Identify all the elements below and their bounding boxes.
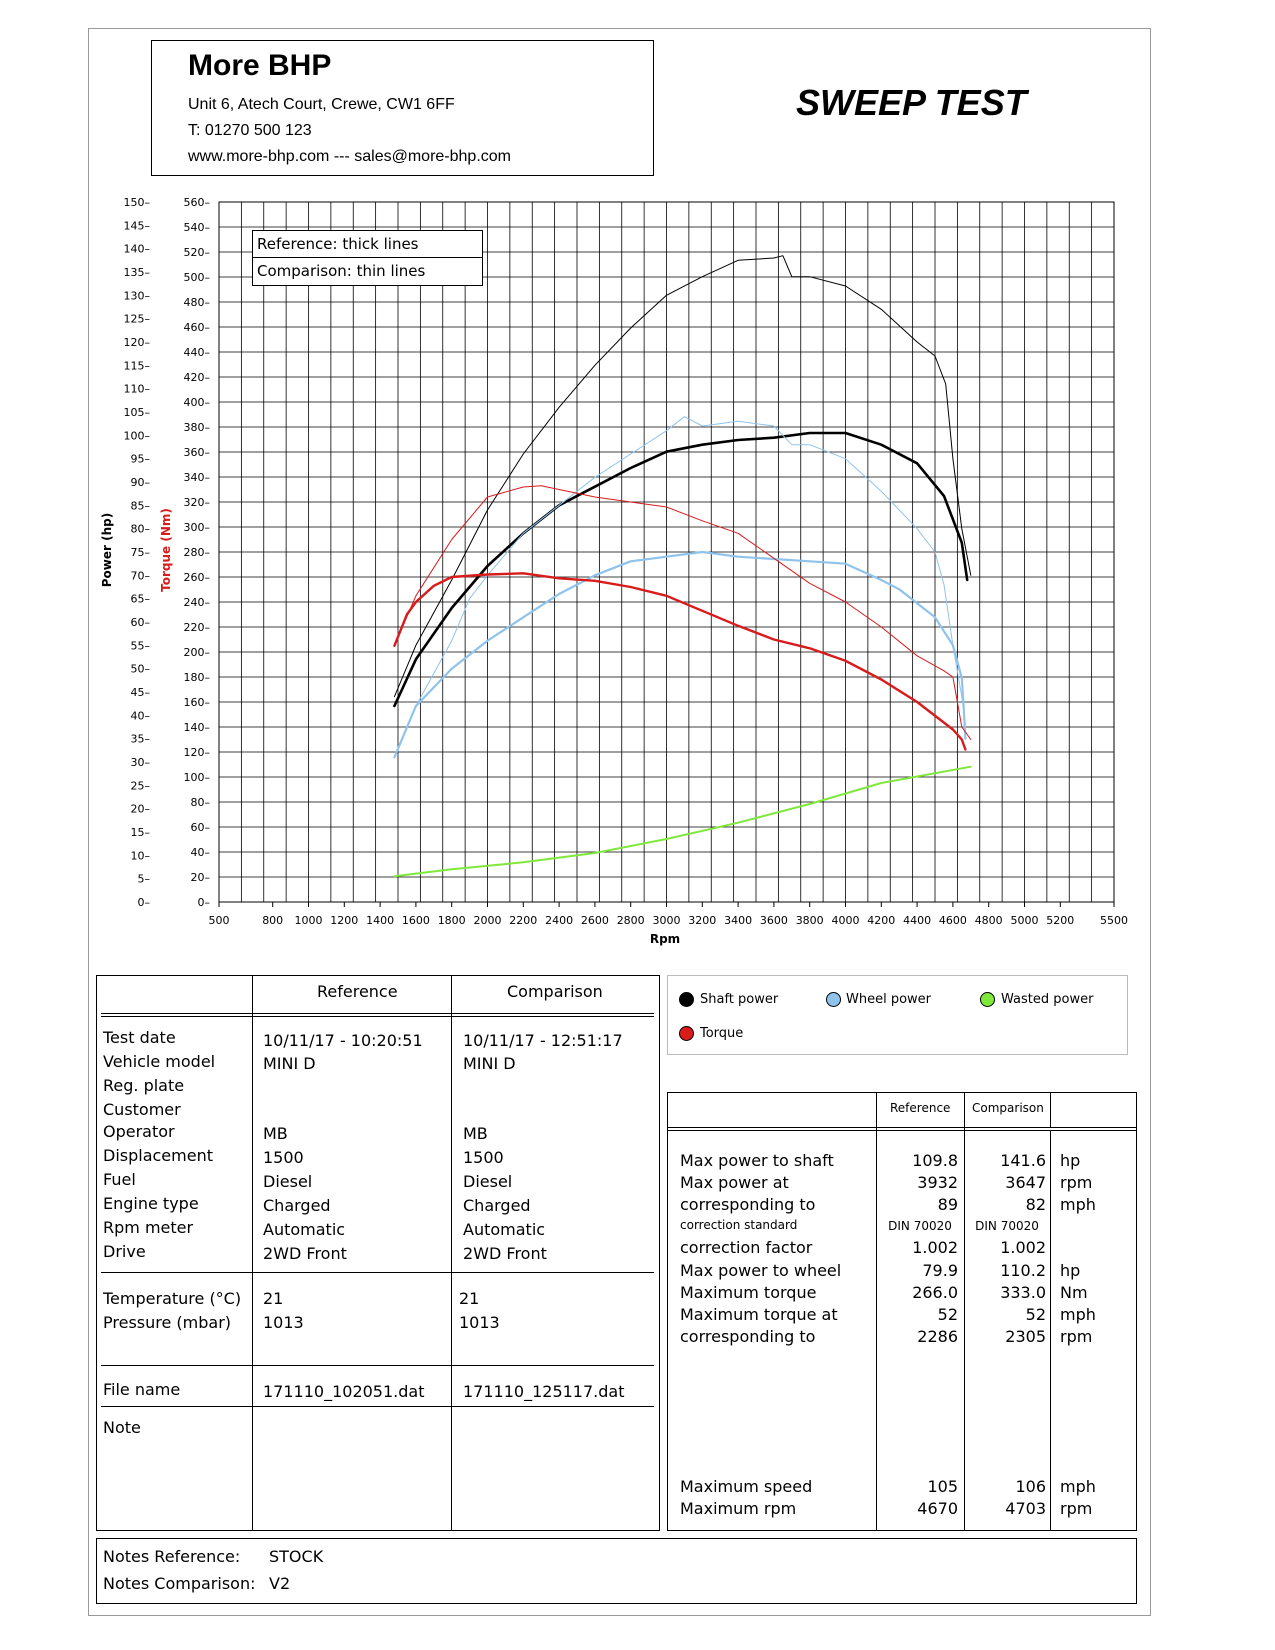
torque-tick-label: 40– xyxy=(190,846,210,859)
company-name: More BHP xyxy=(188,49,332,82)
power-tick-label: 15– xyxy=(130,826,150,839)
torque-tick-label: 260– xyxy=(183,571,210,584)
legend-torque: Torque xyxy=(700,1026,744,1041)
company-address: Unit 6, Atech Court, Crewe, CW1 6FF xyxy=(188,96,455,113)
result-label: Maximum torque at xyxy=(680,1305,838,1324)
result-cmp-value: 1.002 xyxy=(1000,1238,1046,1257)
power-tick-label: 90– xyxy=(130,476,150,489)
torque-dot-icon xyxy=(679,1026,694,1041)
ref-model: MINI D xyxy=(263,1054,316,1073)
series-legend xyxy=(667,975,1128,1055)
info-label: Reg. plate xyxy=(103,1076,185,1095)
result-cmp-value: 110.2 xyxy=(1000,1261,1046,1280)
ref-engine: Charged xyxy=(263,1196,331,1215)
torque-tick-label: 160– xyxy=(183,696,210,709)
power-tick-label: 0– xyxy=(137,896,150,909)
result-unit: hp xyxy=(1060,1151,1081,1170)
result-ref-value: 79.9 xyxy=(922,1261,958,1280)
shaft-power-dot-icon xyxy=(679,992,694,1007)
result-cmp-value: 52 xyxy=(1025,1305,1046,1324)
power-tick-label: 130– xyxy=(123,289,150,303)
cmp-file: 171110_125117.dat xyxy=(463,1382,625,1401)
torque-tick-label: 300– xyxy=(183,521,210,534)
result-unit: mph xyxy=(1060,1305,1096,1324)
note-label: Note xyxy=(103,1418,141,1437)
power-tick-label: 65– xyxy=(130,592,150,606)
result-unit: hp xyxy=(1060,1261,1081,1280)
cmp-test-date: 10/11/17 - 12:51:17 xyxy=(463,1031,623,1050)
ref-pressure: 1013 xyxy=(263,1313,304,1332)
wasted-power-dot-icon xyxy=(980,992,995,1007)
legend-shaft-power: Shaft power xyxy=(700,992,779,1007)
legend-wasted-power: Wasted power xyxy=(1001,992,1094,1007)
result-label: Maximum speed xyxy=(680,1477,813,1496)
result-cmp-value: 106 xyxy=(1015,1477,1046,1496)
result-label: correction factor xyxy=(680,1238,813,1257)
result-label: Max power at xyxy=(680,1173,789,1192)
x-tick-label: 4600 xyxy=(938,914,967,927)
x-tick-label: 2400 xyxy=(545,914,574,927)
power-tick-label: 80– xyxy=(130,522,150,536)
result-cmp-value: DIN 70020 xyxy=(975,1219,1039,1233)
info-label: Rpm meter xyxy=(103,1218,194,1237)
pressure-label: Pressure (mbar) xyxy=(103,1313,232,1332)
torque-tick-label: 220– xyxy=(183,621,210,634)
result-unit: mph xyxy=(1060,1477,1096,1496)
report-title: SWEEP TEST xyxy=(796,82,1027,123)
file-label: File name xyxy=(103,1380,181,1399)
result-unit: mph xyxy=(1060,1195,1096,1214)
ref-test-date: 10/11/17 - 10:20:51 xyxy=(263,1031,423,1050)
x-tick-label: 4800 xyxy=(974,914,1003,927)
torque-tick-label: 380– xyxy=(183,421,210,434)
power-tick-label: 115– xyxy=(123,359,150,373)
results-table xyxy=(667,1092,1137,1531)
torque-tick-label: 480– xyxy=(183,296,210,309)
x-tick-label: 3200 xyxy=(688,914,717,927)
cmp-displacement: 1500 xyxy=(463,1148,504,1167)
torque-tick-label: 420– xyxy=(183,371,210,384)
torque-tick-label: 560– xyxy=(183,196,210,209)
torque-tick-label: 0– xyxy=(197,896,210,909)
ref-drive: 2WD Front xyxy=(263,1244,347,1263)
result-cmp-value: 3647 xyxy=(1005,1173,1046,1192)
x-tick-label: 4200 xyxy=(867,914,896,927)
torque-axis-label: Torque (Nm) xyxy=(159,508,173,592)
result-cmp-value: 4703 xyxy=(1005,1499,1046,1518)
x-tick-label: 1400 xyxy=(366,914,395,927)
power-tick-label: 85– xyxy=(130,499,150,513)
power-tick-label: 125– xyxy=(123,312,150,326)
wheel-power-dot-icon xyxy=(826,992,841,1007)
line-style-legend xyxy=(252,230,483,286)
ref-operator: MB xyxy=(263,1124,288,1143)
power-tick-label: 25– xyxy=(130,779,150,793)
chart-grid xyxy=(219,202,1114,902)
legend-reference: Reference: thick lines xyxy=(257,235,419,253)
torque-tick-label: 540– xyxy=(183,221,210,234)
torque-tick-label: 240– xyxy=(183,596,210,609)
info-label: Drive xyxy=(103,1242,146,1261)
company-web: www.more-bhp.com --- sales@more-bhp.com xyxy=(188,148,511,165)
result-label: Maximum rpm xyxy=(680,1499,797,1518)
x-tick-label: 3800 xyxy=(795,914,824,927)
torque-tick-label: 140– xyxy=(183,721,210,734)
cmp-fuel: Diesel xyxy=(463,1172,513,1191)
torque-tick-label: 400– xyxy=(183,396,210,409)
cmp-pressure: 1013 xyxy=(459,1313,500,1332)
power-tick-label: 50– xyxy=(130,662,150,676)
power-tick-label: 110– xyxy=(123,382,150,396)
result-cmp-value: 82 xyxy=(1025,1195,1046,1214)
power-axis-label: Power (hp) xyxy=(100,512,114,588)
torque-tick-label: 60– xyxy=(190,821,210,834)
power-tick-label: 70– xyxy=(130,569,150,583)
power-tick-label: 135– xyxy=(123,266,150,279)
power-tick-label: 75– xyxy=(130,546,150,559)
power-tick-label: 95– xyxy=(130,452,150,466)
cmp-operator: MB xyxy=(463,1124,488,1143)
torque-tick-label: 460– xyxy=(183,321,210,334)
x-tick-label: 500 xyxy=(208,914,230,927)
company-phone: T: 01270 500 123 xyxy=(188,122,312,139)
power-tick-label: 150– xyxy=(123,196,150,209)
torque-tick-label: 20– xyxy=(190,871,210,884)
legend-wheel-power: Wheel power xyxy=(846,992,932,1007)
result-ref-value: 266.0 xyxy=(912,1283,958,1302)
torque-tick-label: 500– xyxy=(183,271,210,284)
test-info-table xyxy=(96,975,660,1531)
result-unit: rpm xyxy=(1060,1173,1093,1192)
ref-rpm-meter: Automatic xyxy=(263,1220,346,1239)
torque-tick-label: 120– xyxy=(183,746,210,759)
torque-tick-label: 360– xyxy=(183,446,210,459)
info-label: Customer xyxy=(103,1100,181,1119)
cmp-temperature: 21 xyxy=(459,1289,480,1308)
x-tick-label: 5000 xyxy=(1010,914,1039,927)
x-tick-label: 5200 xyxy=(1046,914,1075,927)
ref-displacement: 1500 xyxy=(263,1148,304,1167)
result-label: corresponding to xyxy=(680,1327,816,1346)
x-tick-label: 1600 xyxy=(401,914,430,927)
info-header-comparison: Comparison xyxy=(507,982,603,1001)
torque-tick-label: 200– xyxy=(183,646,210,659)
ref-file: 171110_102051.dat xyxy=(263,1382,425,1401)
info-label: Fuel xyxy=(103,1170,136,1189)
ref-temperature: 21 xyxy=(263,1289,284,1308)
power-tick-label: 140– xyxy=(123,242,150,256)
x-tick-label: 2600 xyxy=(580,914,609,927)
result-ref-value: 3932 xyxy=(917,1173,958,1192)
x-tick-label: 2000 xyxy=(473,914,502,927)
result-label: correction standard xyxy=(680,1218,798,1232)
info-label: Displacement xyxy=(103,1146,213,1165)
notes-comparison-value: V2 xyxy=(269,1574,291,1593)
power-tick-label: 60– xyxy=(130,616,150,629)
x-tick-label: 5500 xyxy=(1100,914,1128,927)
result-ref-value: DIN 70020 xyxy=(888,1219,952,1233)
power-tick-label: 105– xyxy=(123,406,150,419)
result-cmp-value: 141.6 xyxy=(1000,1151,1046,1170)
x-tick-label: 4400 xyxy=(903,914,932,927)
result-cmp-value: 333.0 xyxy=(1000,1283,1046,1302)
torque-tick-label: 80– xyxy=(190,796,210,809)
notes-reference-label: Notes Reference: xyxy=(103,1547,241,1566)
cmp-engine: Charged xyxy=(463,1196,531,1215)
notes-reference-value: STOCK xyxy=(269,1547,324,1566)
cmp-model: MINI D xyxy=(463,1054,516,1073)
x-tick-label: 3400 xyxy=(724,914,753,927)
legend-comparison: Comparison: thin lines xyxy=(257,262,426,280)
result-cmp-value: 2305 xyxy=(1005,1327,1046,1346)
power-tick-label: 30– xyxy=(130,756,150,769)
results-header-reference: Reference xyxy=(890,1101,951,1115)
result-label: corresponding to xyxy=(680,1195,816,1214)
results-header-comparison: Comparison xyxy=(972,1101,1044,1115)
x-axis-label: Rpm xyxy=(649,932,681,946)
notes-comparison-label: Notes Comparison: xyxy=(103,1574,256,1593)
result-ref-value: 105 xyxy=(927,1477,958,1496)
x-tick-label: 800 xyxy=(262,914,284,927)
info-label: Engine type xyxy=(103,1194,199,1213)
power-tick-label: 5– xyxy=(137,872,150,886)
x-tick-label: 2200 xyxy=(509,914,538,927)
info-label: Operator xyxy=(103,1122,175,1141)
torque-tick-label: 280– xyxy=(183,546,210,559)
ref-fuel: Diesel xyxy=(263,1172,313,1191)
notes-box xyxy=(96,1538,1137,1604)
power-tick-label: 45– xyxy=(130,686,150,699)
result-label: Maximum torque xyxy=(680,1283,817,1302)
torque-tick-label: 100– xyxy=(183,771,210,784)
result-label: Max power to wheel xyxy=(680,1261,842,1280)
x-tick-label: 1200 xyxy=(330,914,359,927)
x-tick-label: 1800 xyxy=(437,914,466,927)
x-tick-label: 4000 xyxy=(831,914,860,927)
temperature-label: Temperature (°C) xyxy=(103,1289,242,1308)
power-tick-label: 145– xyxy=(123,219,150,233)
x-tick-label: 1000 xyxy=(294,914,323,927)
torque-tick-label: 440– xyxy=(183,346,210,359)
result-unit: rpm xyxy=(1060,1327,1093,1346)
x-tick-label: 2800 xyxy=(616,914,645,927)
info-label: Vehicle model xyxy=(103,1052,216,1071)
power-tick-label: 55– xyxy=(130,639,150,653)
result-ref-value: 1.002 xyxy=(912,1238,958,1257)
result-label: Max power to shaft xyxy=(680,1151,834,1170)
torque-tick-label: 520– xyxy=(183,246,210,259)
result-ref-value: 52 xyxy=(937,1305,958,1324)
power-tick-label: 40– xyxy=(130,709,150,723)
torque-tick-label: 340– xyxy=(183,471,210,484)
result-ref-value: 4670 xyxy=(917,1499,958,1518)
result-unit: rpm xyxy=(1060,1499,1093,1518)
x-tick-label: 3600 xyxy=(759,914,788,927)
info-header-reference: Reference xyxy=(317,982,398,1001)
power-tick-label: 35– xyxy=(130,732,150,746)
result-ref-value: 2286 xyxy=(917,1327,958,1346)
result-ref-value: 109.8 xyxy=(912,1151,958,1170)
torque-tick-label: 180– xyxy=(183,671,210,684)
cmp-drive: 2WD Front xyxy=(463,1244,547,1263)
info-label: Test date xyxy=(103,1028,176,1047)
result-ref-value: 89 xyxy=(937,1195,958,1214)
x-tick-label: 3000 xyxy=(652,914,681,927)
power-tick-label: 120– xyxy=(123,336,150,349)
cmp-rpm-meter: Automatic xyxy=(463,1220,546,1239)
power-tick-label: 10– xyxy=(130,849,150,863)
power-tick-label: 100– xyxy=(123,429,150,443)
torque-tick-label: 320– xyxy=(183,496,210,509)
power-tick-label: 20– xyxy=(130,802,150,816)
result-unit: Nm xyxy=(1060,1283,1088,1302)
